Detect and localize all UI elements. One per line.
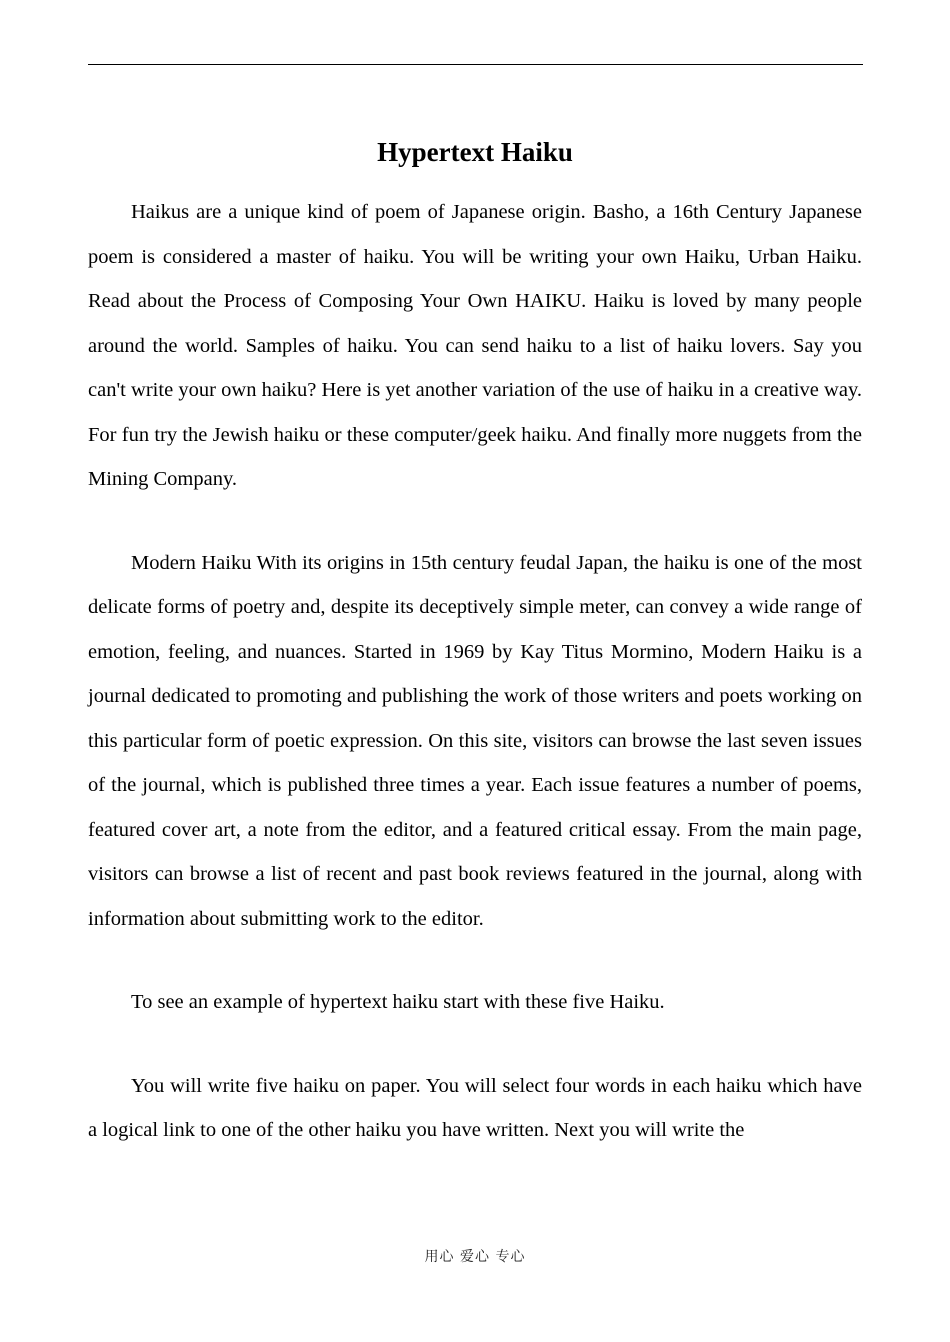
document-body <box>88 190 862 1192</box>
paragraph-intro: Haikus are a unique kind of poem of Japanese origin. Basho, a 16th Century Japanese poem is considered a master of haiku. You will be writing your own Haiku, Urban Haiku. Read about the Process of Composing Your Own HAIKU. Haiku is loved by many people around the world. Samples of haiku. You can send haiku to a list of haiku lovers. Say you can't write your own haiku? Here is yet another variation of the use of haiku in a creative way. For fun try the Jewish haiku or these computer/geek haiku. And finally more nuggets from the Mining Company. <box>88 201 862 490</box>
document-title: Hypertext Haiku <box>377 137 573 167</box>
header-rule <box>88 64 863 65</box>
paragraph-example: To see an example of hypertext haiku start with these five Haiku. <box>131 991 665 1013</box>
page-footer: 用心 爱心 专心 <box>424 1249 526 1265</box>
paragraph-modern-haiku: Modern Haiku With its origins in 15th century feudal Japan, the haiku is one of the most delicate forms of poetry and, despite its deceptively simple meter, can convey a wide range of emotion, feeling, and nuances. Started in 1969 by Kay Titus Mormino, Modern Haiku is a journal dedicated to promoting and publishing the work of those writers and poets working on this particular form of poetic expression. On this site, visitors can browse the last seven issues of the journal, which is published three times a year. Each issue features a number of poems, featured cover art, a note from the editor, and a featured critical essay. From the main page, visitors can browse a list of recent and past book reviews featured in the journal, along with information about submitting work to the editor. <box>88 551 862 930</box>
paragraph-assignment: You will write five haiku on paper. You will select four words in each haiku which have a logical link to one of the other haiku you have written. Next you will write the <box>88 1074 862 1141</box>
